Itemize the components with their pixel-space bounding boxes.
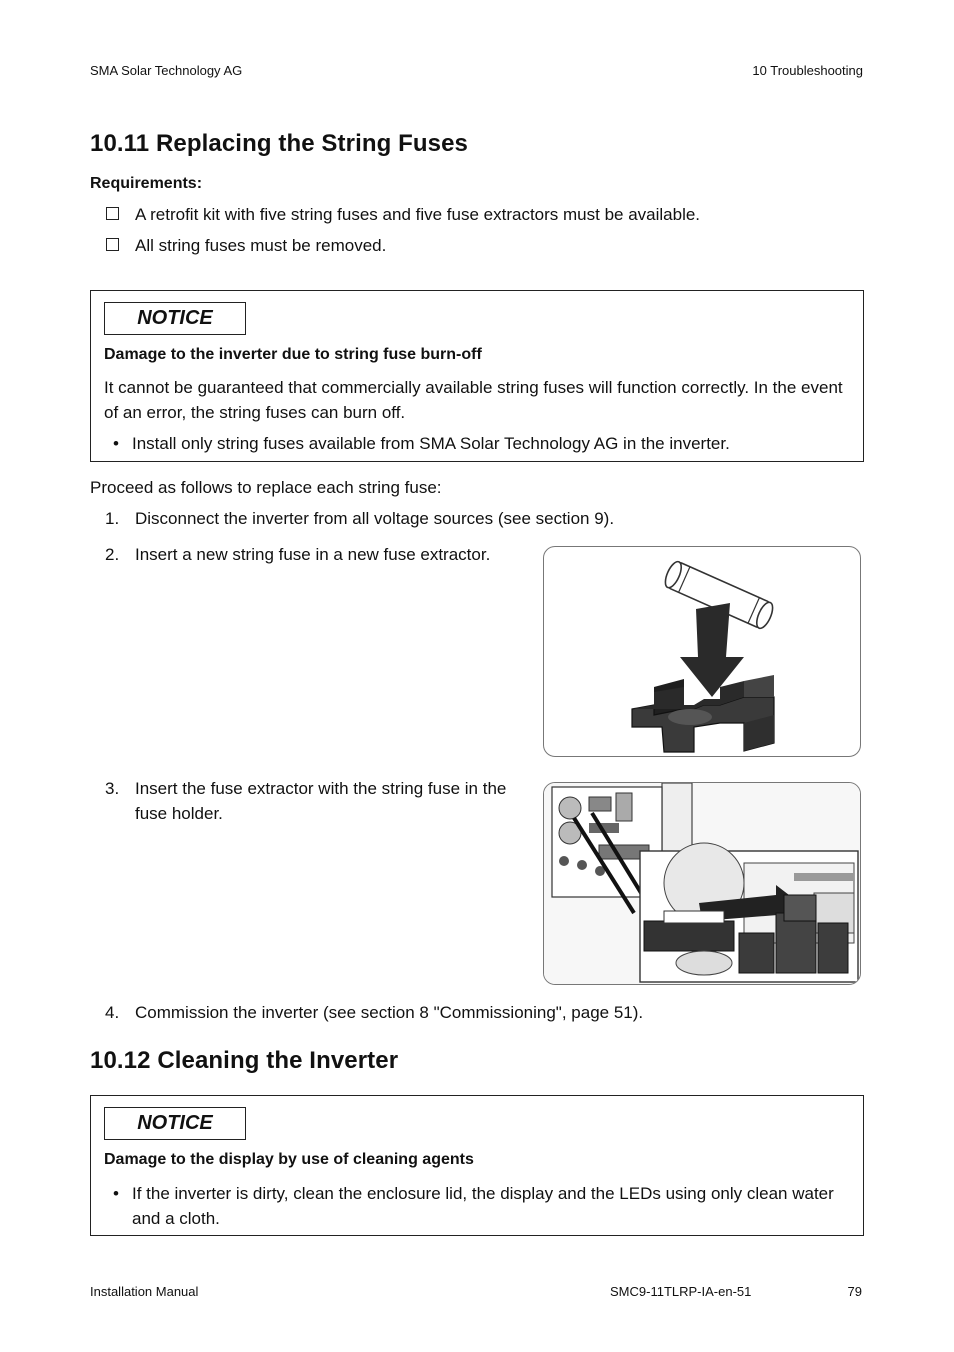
notice-heading: Damage to the inverter due to string fuse burn-off — [104, 346, 482, 363]
step-number: 1. — [105, 509, 120, 528]
notice-bullet-line: and a cloth. — [132, 1209, 220, 1228]
notice-tag: NOTICE — [104, 302, 246, 335]
notice-body-line: It cannot be guaranteed that commercially available string fuses will function correctly. In the event — [104, 378, 843, 397]
step-number: 2. — [105, 545, 120, 564]
fuse-extractor-drawing — [544, 547, 860, 756]
section-title: 10.11 Replacing the String Fuses — [90, 130, 468, 157]
step-text-line: fuse holder. — [135, 804, 223, 823]
page-number: 79 — [847, 1284, 862, 1299]
bullet-icon: • — [113, 1184, 119, 1203]
procedure-intro: Proceed as follows to replace each string fuse: — [90, 478, 442, 497]
checkbox-icon — [106, 207, 119, 220]
footer-doc-id: SMC9-11TLRP-IA-en-51 — [610, 1284, 752, 1299]
fuse-into-extractor-illustration — [543, 546, 861, 757]
step-text: Disconnect the inverter from all voltage sources (see section 9). — [135, 509, 615, 528]
requirements-label: Requirements: — [90, 175, 203, 192]
step-number: 4. — [105, 1003, 120, 1022]
checkbox-icon — [106, 238, 119, 251]
notice-tag: NOTICE — [104, 1107, 246, 1140]
notice-heading: Damage to the display by use of cleaning agents — [104, 1151, 474, 1168]
notice-body-line: of an error, the string fuses can burn off. — [104, 403, 406, 422]
fuse-holder-insertion-illustration — [543, 782, 861, 985]
fuse-extractor-icon — [632, 675, 774, 752]
step-text: Insert a new string fuse in a new fuse extractor. — [135, 545, 491, 564]
step-text-line: Insert the fuse extractor with the string fuse in the — [135, 779, 507, 798]
header-right: 10 Troubleshooting — [752, 63, 863, 78]
bullet-icon: • — [113, 434, 119, 453]
header-left: SMA Solar Technology AG — [90, 63, 243, 78]
requirement-item: A retrofit kit with five string fuses and five fuse extractors must be available. — [135, 205, 701, 224]
notice-bullet: Install only string fuses available from SMA Solar Technology AG in the inverter. — [132, 434, 730, 453]
section-title: 10.12 Cleaning the Inverter — [90, 1047, 399, 1074]
step-number: 3. — [105, 779, 120, 798]
requirement-item: All string fuses must be removed. — [135, 236, 387, 255]
inverter-interior-drawing — [544, 783, 860, 984]
notice-box — [90, 290, 864, 462]
notice-bullet-line: If the inverter is dirty, clean the enclosure lid, the display and the LEDs using only clean water — [132, 1184, 834, 1203]
notice-box — [90, 1095, 864, 1236]
footer-left: Installation Manual — [90, 1284, 199, 1299]
step-text: Commission the inverter (see section 8 "Commissioning", page 51). — [135, 1003, 644, 1022]
